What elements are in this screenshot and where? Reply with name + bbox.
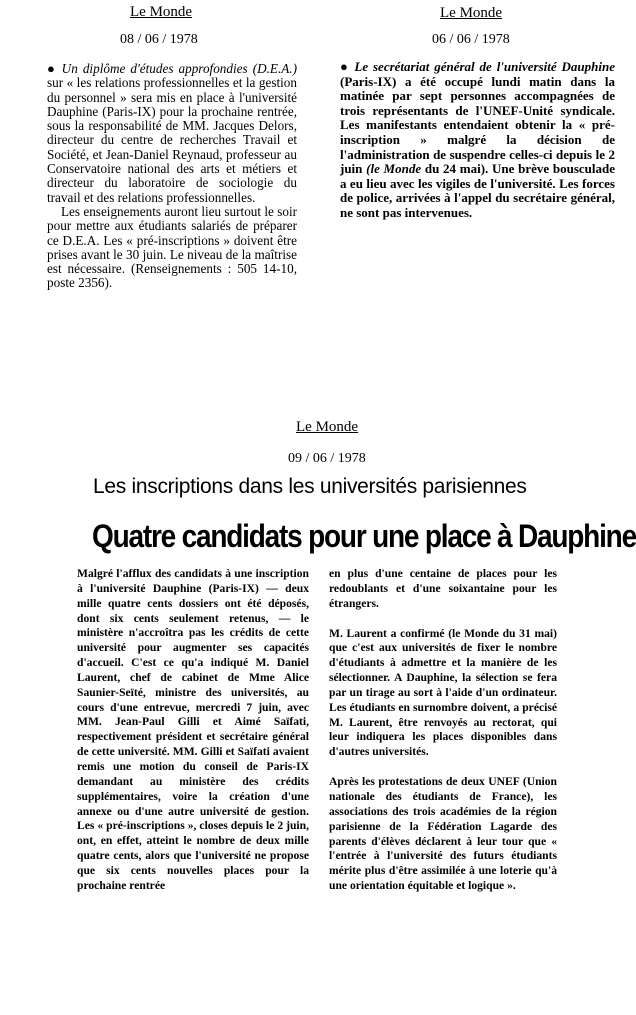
clip2-publication: Le Monde: [440, 5, 503, 21]
clip3-headline: Quatre candidats pour une place à Dauphine: [92, 518, 636, 554]
clip3-kicker: Les inscriptions dans les universités parisiennes: [93, 475, 527, 498]
clip3-left-paragraph: Malgré l'afflux des candidats à une inscription à l'université Dauphine (Paris-IX) — deux mille quatre cents dossiers ont été déposés, dont six cents seulement retenus, — le ministère n'accroîtra pas les crédits de cette université pour augmenter ses capacités d'accueil. C'est ce qu'a indiqué M. Daniel Laurent, chef de cabinet de Mme Alice Saunier-Seïté, ministre des universités, au cours d'une entrevue, mercredi 7 juin, avec MM. Jean-Paul Gilli et Aimé Saïfati, respectivement président et secrétaire général de cette université. MM. Gilli et Saïfati avaient remis une motion du conseil de Paris-IX demandant au ministère des crédits supplémentaires, voire la création d'une annexe ou d'une autre université de gestion. Les « pré-inscriptions », closes depuis le 2 juin, ont, en effet, atteint le nombre de deux mille quatre cents, alors que l'université ne propose que six cents nouvelles places pour la prochaine rentrée: [77, 567, 309, 892]
clip1-body: sur « les relations professionnelles et la gestion du personnel » sera mis en place à l'université Dauphine (Paris-IX) pour la prochaine rentrée, sous la responsabilité de MM. Jacques Delors, directeur du centre de recherches Travail et Société, et Jean-Daniel Reynaud, professeur au Conservatoire national des arts et métiers et directeur du laboratoire de sociologie du travail et des relations professionnelles.: [47, 75, 297, 205]
clip3-left-column: [77, 567, 309, 894]
clip3-publication: Le Monde: [296, 419, 359, 435]
clip2-article: [340, 60, 615, 221]
clip1-lead: Un diplôme d'études approfondies (D.E.A.): [61, 61, 297, 76]
clip2-date: 06 / 06 / 1978: [432, 32, 510, 47]
clip3-right-column: [329, 567, 557, 894]
clip1-paragraph-1: [47, 62, 297, 205]
clip3-right-paragraph-3: Après les protestations de deux UNEF (Union nationale des étudiants de France), les associations des trois académies de la région parisienne de la Fédération Lagarde des parents d'élèves déclarent à leur tour que « l'entrée à l'université des futurs étudiants mérite plus d'être assimilée à une loterie qu'à une orientation équitable et logique ».: [329, 775, 557, 893]
clip1-paragraph-2: Les enseignements auront lieu surtout le soir pour mettre aux étudiants salariés de préparer ce D.E.A. Les « pré-inscriptions » doivent être prises avant le 30 juin. Le niveau de la maîtrise est nécessaire. (Renseignements : 505 14-10, poste 2356).: [47, 203, 297, 291]
clip2-body-2: du 24 mai). Une brève bousculade a eu lieu avec les vigiles de l'université. Les forces de police, arrivées à l'appel du secrétaire général, ne sont pas intervenues.: [340, 161, 615, 220]
clip1-article: [47, 62, 297, 291]
clip1-date: 08 / 06 / 1978: [120, 32, 198, 47]
clip2-lead: Le secrétariat général de l'université Dauphine: [354, 59, 615, 74]
clip2-body-1: (Paris-IX) a été occupé lundi matin dans la matinée par sept personnes accompagnées de trois représentants de l'UNEF-Unité syndicale. Les manifestants entendaient obtenir la « pré-inscription » malgré la décision de l'administration de suspendre celles-ci depuis le 2 juin: [340, 73, 615, 177]
bullet-icon: ●: [340, 59, 350, 74]
clip1-publication: Le Monde: [130, 4, 193, 20]
clip2-body-italic: (le Monde: [366, 161, 422, 177]
bullet-icon: ●: [47, 61, 57, 76]
clip3-right-paragraph-2: M. Laurent a confirmé (le Monde du 31 mai) que c'est aux universités de fixer le nombre d'étudiants à admettre et la manière de les sélectionner. A Dauphine, la sélection se fera par un tirage au sort à l'aide d'un ordinateur. Les étudiants en surnombre doivent, a précisé M. Laurent, être renvoyés au rectorat, qui leur indiquera les places disponibles dans d'autres universités.: [329, 626, 557, 759]
clip3-date: 09 / 06 / 1978: [288, 451, 366, 466]
clip3-right-paragraph-1: en plus d'une centaine de places pour les redoublants et d'une soixantaine pour les étrangers.: [329, 567, 557, 610]
clip2-paragraph: [340, 60, 615, 221]
